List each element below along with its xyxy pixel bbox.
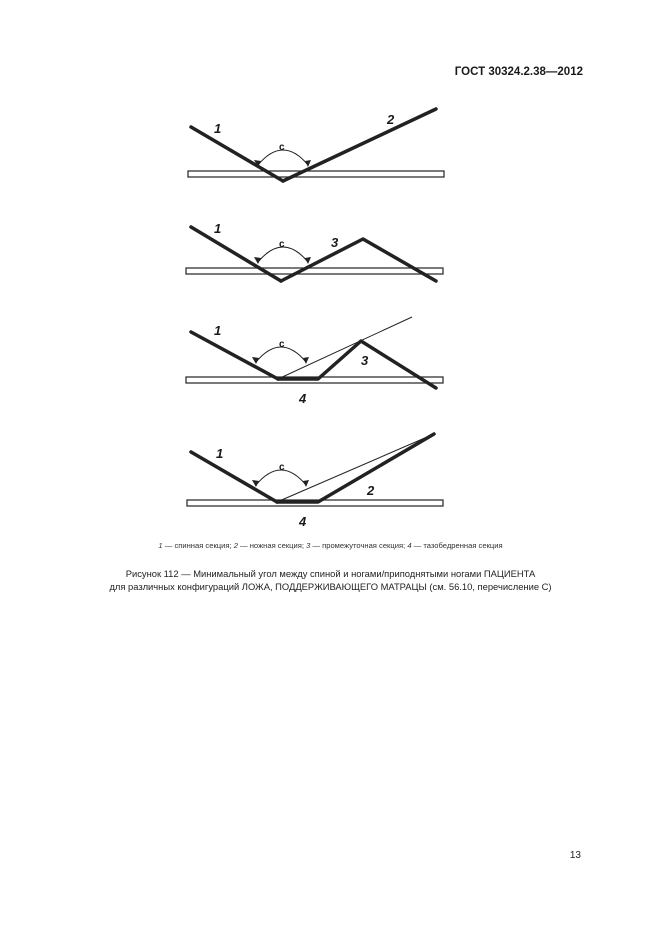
- bed-base: [188, 171, 444, 177]
- diagram-3: [186, 317, 443, 406]
- figure-legend: [0, 541, 661, 550]
- label-back-1: 1: [214, 221, 222, 236]
- arrowhead-right: [305, 160, 311, 167]
- bed-base: [186, 268, 443, 274]
- standard-designation: ГОСТ 30324.2.38—2012: [454, 66, 583, 78]
- legend-num-1: 1: [158, 541, 163, 550]
- label-back-1: 1: [214, 323, 222, 338]
- arrowhead-right: [305, 257, 311, 264]
- legend-num-2: 2: [233, 541, 238, 550]
- caption-line-2: для различных конфигураций ЛОЖА, ПОДДЕРЖИВАЮЩЕГО МАТРАЦЫ (см. 56.10, перечисление C): [109, 581, 552, 592]
- label-intermediate-3: 3: [331, 235, 339, 250]
- label-intermediate-3: 3: [361, 353, 369, 368]
- page-number: 13: [569, 850, 581, 861]
- label-leg-2: 2: [367, 483, 375, 498]
- label-back-1: 1: [214, 121, 222, 136]
- label-leg-2: 2: [387, 112, 395, 127]
- legend-text-3: — промежуточная секция;: [310, 541, 408, 550]
- caption-line-1: Рисунок 112 — Минимальный угол между спиной и ногами/приподнятыми ногами ПАЦИЕНТА: [125, 568, 536, 579]
- figure-caption: [0, 567, 661, 593]
- reference-thin-line: [278, 317, 412, 379]
- label-angle-c: c: [279, 142, 285, 153]
- diagram-4: [187, 434, 443, 529]
- legend-num-4: 4: [407, 541, 412, 550]
- leg-section-line: [283, 109, 436, 181]
- label-back-1: 1: [216, 446, 224, 461]
- label-angle-c: c: [279, 462, 285, 473]
- arrowhead-right: [303, 480, 309, 487]
- legend-text-2: — ножная секция;: [237, 541, 307, 550]
- back-section-line: [191, 332, 278, 379]
- label-angle-c: c: [279, 339, 285, 350]
- intermediate-section-line: [281, 239, 436, 281]
- diagram-2: [186, 221, 443, 281]
- label-hip-4: 4: [299, 391, 307, 406]
- arrowhead-right: [303, 357, 309, 364]
- legend-num-3: 3: [306, 541, 311, 550]
- legend-text-1: — спинная секция;: [162, 541, 234, 550]
- label-hip-4: 4: [299, 514, 307, 529]
- label-angle-c: c: [279, 239, 285, 250]
- reference-thin-line: [277, 434, 434, 502]
- diagram-1: [188, 109, 444, 181]
- legend-text-4: — тазобедренная секция: [411, 541, 503, 550]
